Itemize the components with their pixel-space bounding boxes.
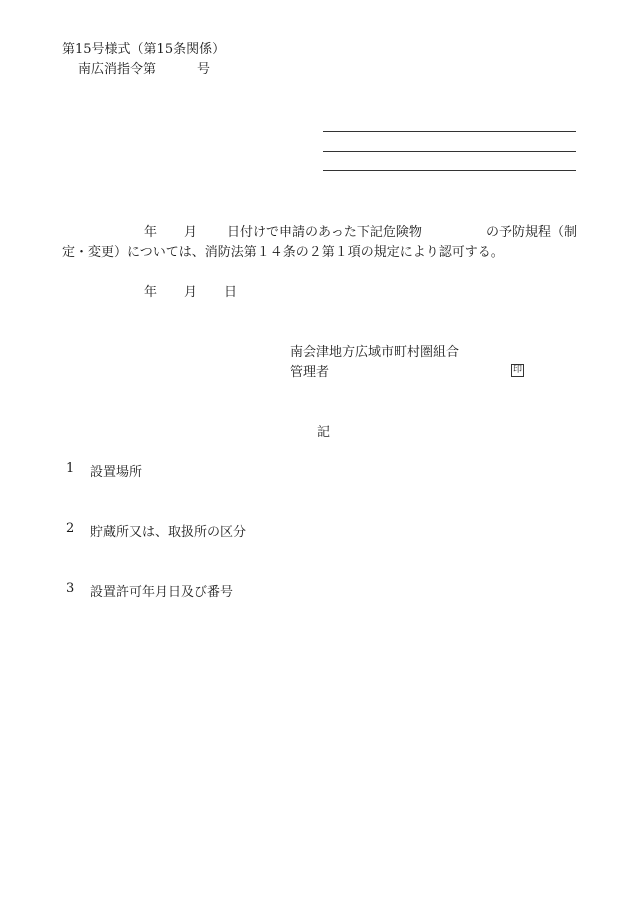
body-regulation-text: の予防規程（制 <box>486 225 578 240</box>
form-number: 第15号様式（第15条関係） <box>62 42 226 57</box>
issue-date-day: 日 <box>224 285 238 300</box>
issue-date-year: 年 <box>144 285 158 300</box>
issuer-title: 管理者 <box>290 365 330 380</box>
body-date-day-text: 日付けで申請のあった下記危険物 <box>227 225 422 240</box>
issue-date-month: 月 <box>184 285 198 300</box>
notice-heading: 記 <box>317 425 331 440</box>
seal-icon: 印 <box>512 365 522 375</box>
recipient-line-3 <box>323 170 576 171</box>
doc-number-suffix: 号 <box>197 62 211 77</box>
item-1-label: 設置場所 <box>90 465 143 480</box>
body-line-2: 定・変更）については、消防法第１４条の２第１項の規定により認可する。 <box>62 245 504 260</box>
body-date-year: 年 <box>144 225 158 240</box>
recipient-line-2 <box>323 151 576 152</box>
recipient-line-1 <box>323 131 576 132</box>
item-3-number: 3 <box>66 581 75 596</box>
item-1-number: 1 <box>66 461 75 476</box>
body-date-month: 月 <box>184 225 198 240</box>
item-3-label: 設置許可年月日及び番号 <box>90 585 234 600</box>
item-2-number: 2 <box>66 521 75 536</box>
issuer-organization: 南会津地方広域市町村圏組合 <box>290 345 460 360</box>
doc-number-prefix: 南広消指令第 <box>78 62 157 77</box>
item-2-label: 貯蔵所又は、取扱所の区分 <box>90 525 247 540</box>
